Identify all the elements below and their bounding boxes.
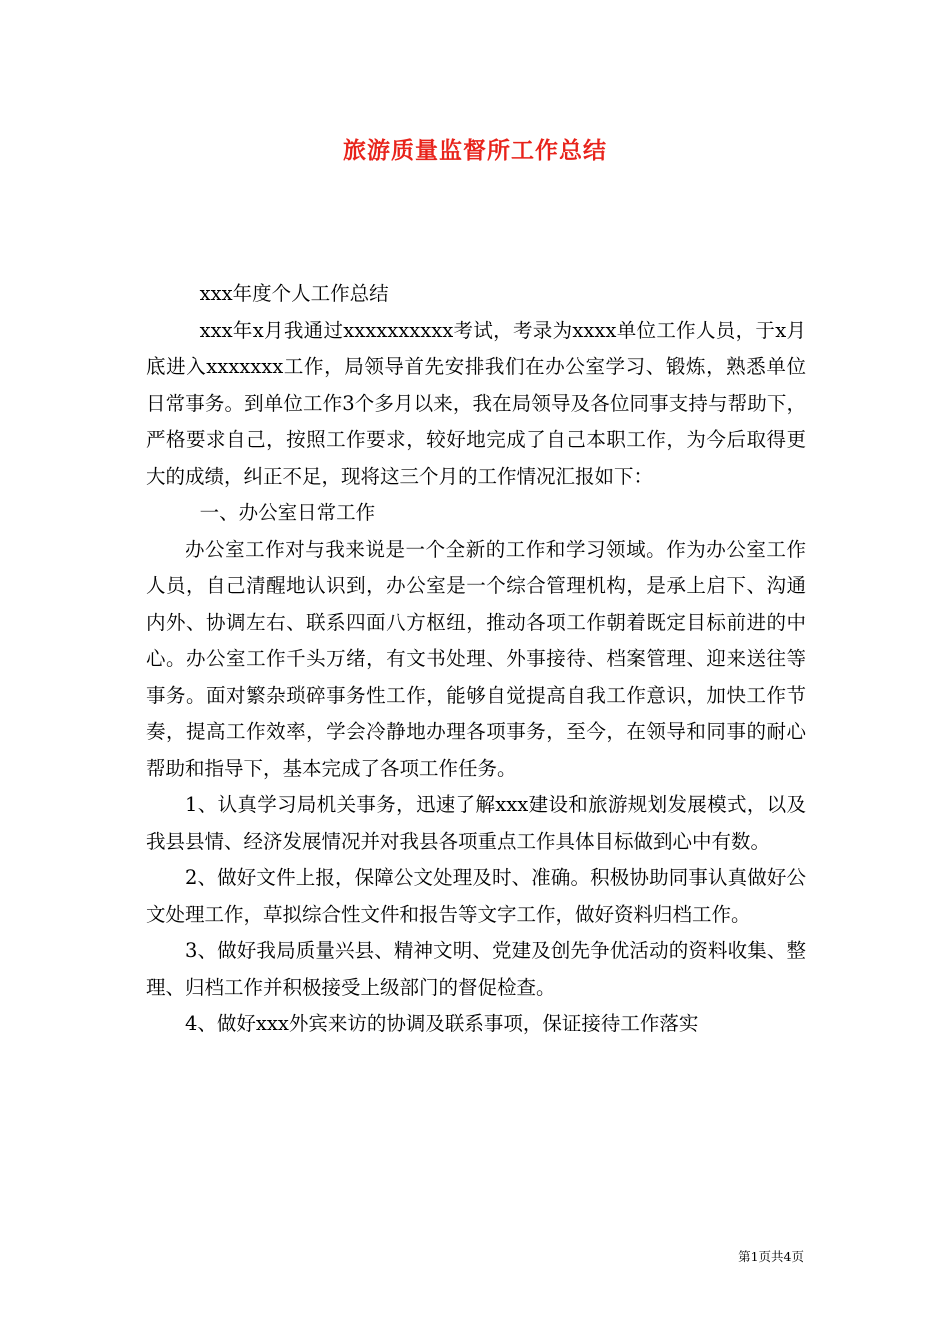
page-number: 第1页共4页 [738,1249,804,1264]
list-item: 1、认真学习局机关事务，迅速了解xxx建设和旅游规划发展模式，以及我县县情、经济发展情况并对我县各项重点工作具体目标做到心中有数。 [146,793,806,853]
list-item: 2、做好文件上报，保障公文处理及时、准确。积极协助同事认真做好公文处理工作，草拟综合性文件和报告等文字工作，做好资料归档工作。 [146,866,806,926]
section-subtitle: xxx年度个人工作总结 [199,282,389,305]
document-title: 旅游质量监督所工作总结 [343,138,607,164]
intro-paragraph: xxx年x月我通过xxxxxxxxxx考试，考录为xxxx单位工作人员，于x月底进入xxxxxxx工作，局领导首先安排我们在办公室学习、锻炼，熟悉单位日常事务。到单位工作3个多月以来，我在局领导及各位同事支持与帮助下，严格要求自己，按照工作要求，较好地完成了自己本职工作，为今后取得更大的成绩，纠正不足，现将这三个月的工作情况汇报如下： [146,318,806,488]
office-work-paragraph: 办公室工作对与我来说是一个全新的工作和学习领域。作为办公室工作人员，自己清醒地认识到，办公室是一个综合管理机构，是承上启下、沟通内外、协调左右、联系四面八方枢纽，推动各项工作朝着既定目标前进的中心。办公室工作千头万绪，有文书处理、外事接待、档案管理、迎来送往等事务。面对繁杂琐碎事务性工作，能够自觉提高自我工作意识，加快工作节奏，提高工作效率，学会冷静地办理各项事务，至今，在领导和同事的耐心帮助和指导下，基本完成了各项工作任务。 [146,537,806,780]
list-item: 4、做好xxx外宾来访的协调及联系事项，保证接待工作落实 [185,1012,699,1035]
list-item: 3、做好我局质量兴县、精神文明、党建及创先争优活动的资料收集、整理、归档工作并积极接受上级部门的督促检查。 [146,939,806,999]
document-body [146,276,806,1043]
section-heading: 一、办公室日常工作 [199,501,376,524]
